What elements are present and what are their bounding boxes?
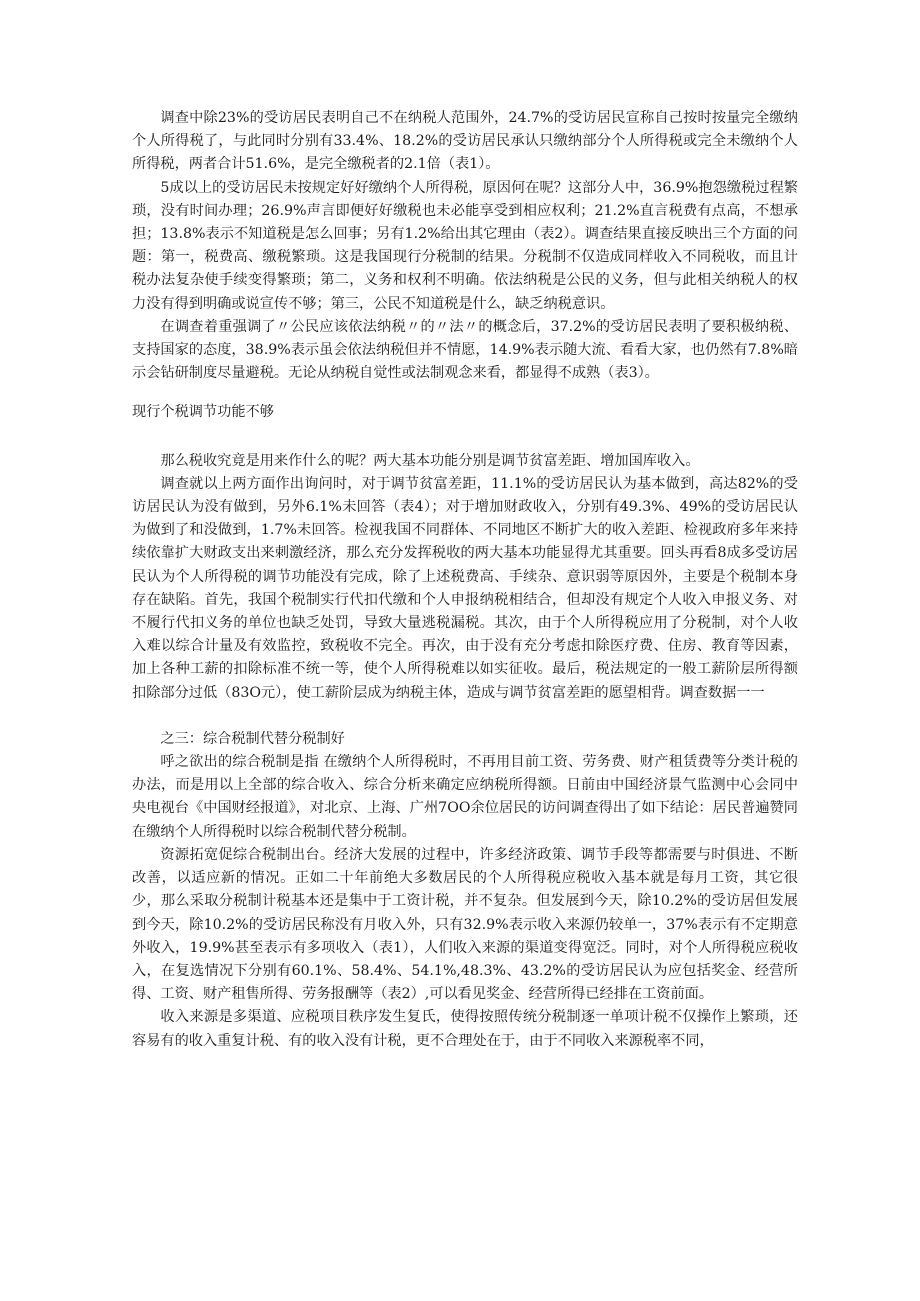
section-heading-regulation: 现行个税调节功能不够: [132, 404, 274, 421]
paragraph-tax-compliance-rate: 调查中除23%的受访居民表明自己不在纳税人范围外，24.7%的受访居民宣称自己按时按量完全缴纳个人所得税了，与此同时分别有33.4%、18.2%的受访居民承认只缴纳部分个人所得税或完全未缴纳个人所得税，两者合计51.6%，是完全缴税者的2.1倍（表1）。: [132, 110, 798, 173]
section-heading-comprehensive-tax: 之三：综合税制代替分税制好: [160, 730, 345, 747]
paragraph-tax-functions: 那么税收究竟是用来作什么的呢？两大基本功能分别是调节贫富差距、增加国库收入。: [160, 452, 700, 469]
paragraph-legal-awareness: 在调查着重强调了〃公民应该依法纳税〃的〃法〃的概念后，37.2%的受访居民表明了要积极纳税、支持国家的态度，38.9%表示虽会依法纳税但并不情愿，14.9%表示随大流、看看大家，也仍然有7.8%暗示会钻研制度尽量避税。无论从纳税自觉性或法制观念来看，都显得不成熟（表3）。: [132, 318, 798, 382]
document-page: [132, 107, 798, 1053]
paragraph-comprehensive-definition: 呼之欲出的综合税制是指 在缴纳个人所得税时，不再用目前工资、劳务费、财产租赁费等分类计税的办法，而是用以上全部的综合收入、综合分析来确定应纳税所得额。日前由中国经济景气监测中心会同中央电视台《中国财经报道》，对北京、上海、广州7OO余位居民的访问调查得出了如下结论：居民普遍赞同在缴纳个人所得税时以综合税制代替分税制。: [132, 754, 798, 840]
paragraph-regulation-survey: 调查就以上两方面作出询问时，对于调节贫富差距，11.1%的受访居民认为基本做到，高达82%的受访居民认为没有做到，另外6.1%未回答（表4）；对于增加财政收入，分别有49.3%、49%的受访居民认为做到了和没做到，1.7%未回答。检视我国不同群体、不同地区不断扩大的收入差距、检视政府多年来持续依靠扩大财政支出来刺激经济，那么充分发挥税收的两大基本功能显得尤其重要。回头再看8成多受访居民认为个人所得税的调节功能没有完成，除了上述税费高、手续杂、意识弱等原因外，主要是个税制本身存在缺陷。首先，我国个税制实行代扣代缴和个人申报纳税相结合，但却没有规定个人收入申报义务、对不履行代扣义务的单位也缺乏处罚，导致大量逃税漏税。其次，由于个人所得税应用了分税制，对个人收入难以综合计量及有效监控，致税收不完全。再次，由于没有充分考虑扣除医疗费、住房、教育等因素，加上各种工薪的扣除标准不统一等，使个人所得税难以如实征收。最后，税法规定的一般工薪阶层所得额扣除部分过低（83O元），使工薪阶层成为纳税主体，造成与调节贫富差距的愿望相背。调查数据一一: [132, 475, 798, 701]
paragraph-income-sources: 资源拓宽促综合税制出台。经济大发展的过程中，许多经济政策、调节手段等都需要与时俱进、不断改善，以适应新的情况。正如二十年前绝大多数居民的个人所得税应税收入基本就是每月工资，其它很少，那么采取分税制计税基本还是集中于工资计税，并不复杂。但发展到今天，除10.2%的受访居但发展到今天，除10.2%的受访居民称没有月收入外，只有32.9%表示收入来源仍较单一，37%表示有不定期意外收入，19.9%甚至表示有多项收入（表1），人们收入来源的渠道变得宽泛。同时，对个人所得税应税收入，在复选情况下分别有60.1%、58.4%、54.1%,48.3%、43.2%的受访居民认为应包括奖金、经营所得、工资、财产租售所得、劳务报酬等（表2）,可以看见奖金、经营所得已经排在工资前面。: [132, 846, 798, 1003]
paragraph-reasons-for-nonpayment: 5成以上的受访居民未按规定好好缴纳个人所得税，原因何在呢？这部分人中，36.9%抱怨缴税过程繁琐，没有时间办理；26.9%声言即便好好缴税也未必能享受到相应权利；21.2%直言税费有点高，不想承担；13.8%表示不知道税是怎么回事；另有1.2%给出其它理由（表2）。调查结果直接反映出三个方面的问题：第一，税费高、缴税繁琐。这是我国现行分税制的结果。分税制不仅造成同样收入不同税收，而且计税办法复杂使手续变得繁琐；第二，义务和权利不明确。依法纳税是公民的义务，但与此相关纳税人的权力没有得到明确或说宣传不够；第三，公民不知道税是什么，缺乏纳税意识。: [132, 179, 798, 312]
paragraph-multichannel-income: 收入来源是多渠道、应税项目秩序发生复氏，使得按照传统分税制逐一单项计税不仅操作上繁琐，还容易有的收入重复计税、有的收入没有计税，更不合理处在于，由于不同收入来源税率不同，: [132, 1009, 798, 1049]
